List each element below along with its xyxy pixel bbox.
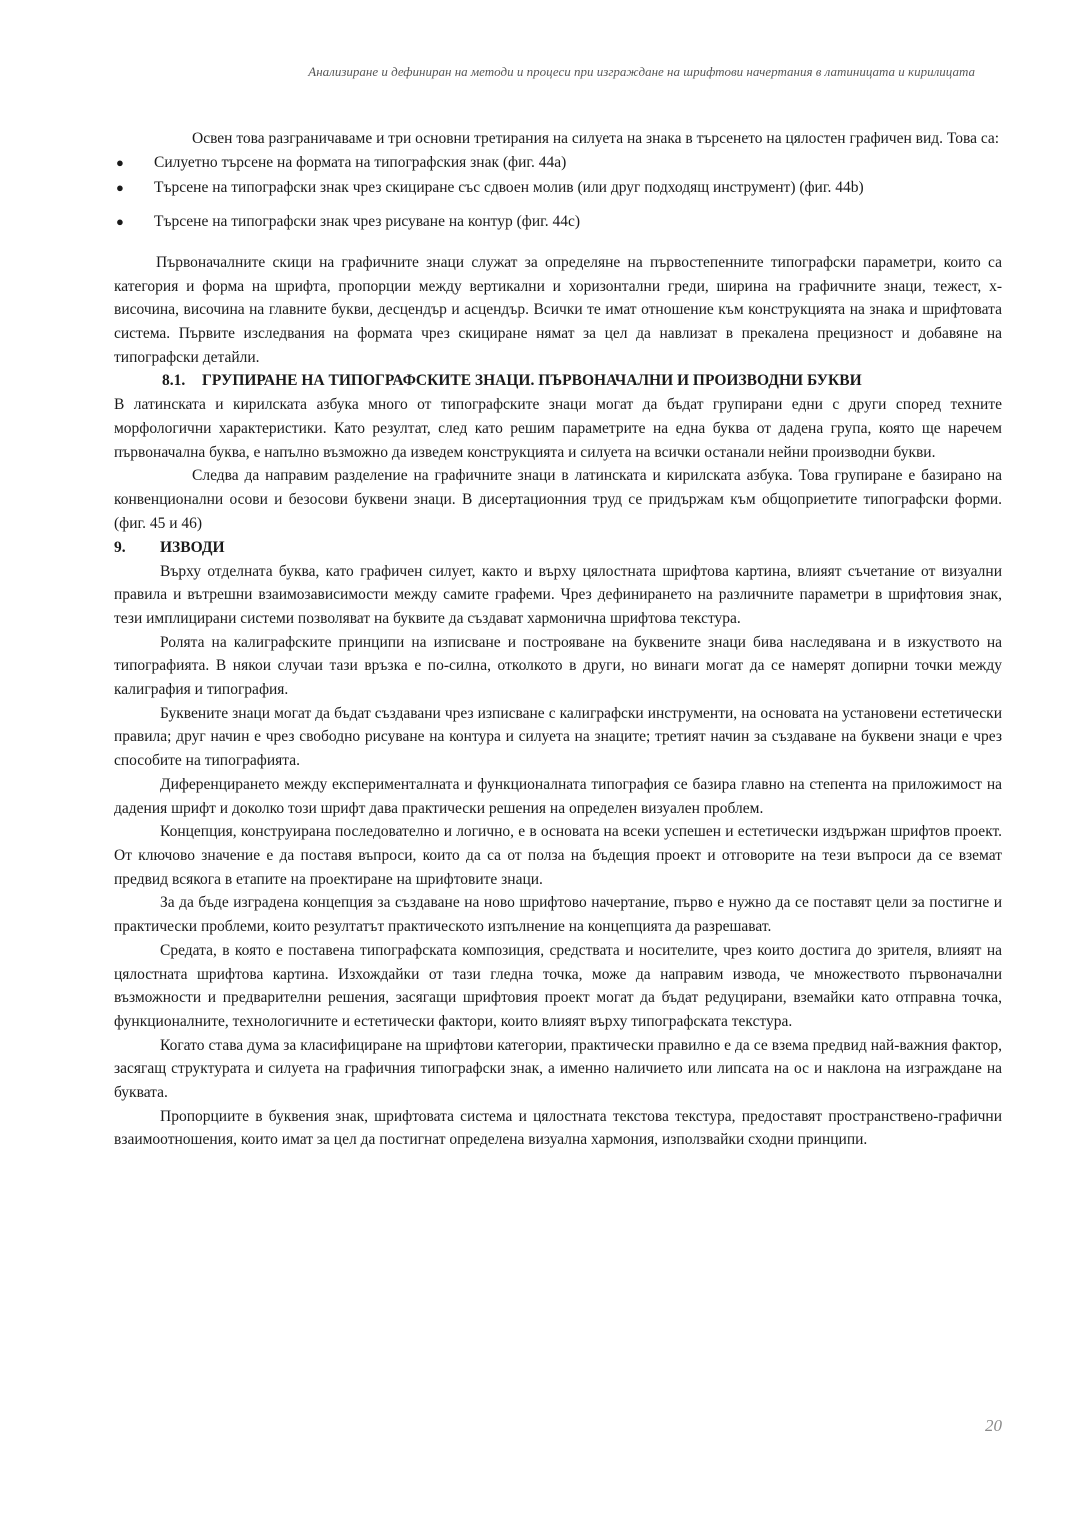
body-paragraph: Когато става дума за класифициране на шрифтови категории, практически правилно е да се взема предвид най-важния фактор, засягащ структурата и силуета на графичния типографски знак, а именно наличието или липсата на ос и наклона на изграждане на буквата. xyxy=(114,1036,1002,1102)
section-heading-9 xyxy=(114,536,1002,560)
bullet-text: Търсене на типографски знак чрез скициране със сдвоен молив (или друг подходящ инструмент) (фиг. 44b) xyxy=(154,179,864,197)
body-paragraph: Първоначалните скици на графичните знаци служат за определяне на първостепенните типографски параметри, които са категория и форма на шрифта, пропорции между вертикални и хоризонтални греди, ширина на графичните знаци, тежест, x-височина, височина на главните букви, десцендър и асцендър. Всички те имат отношение към конструкцията на знака и шрифтовата система. Първите изследвания на формата чрез скициране нямат за цел да навлизат в прекалена прецизност и добавяне на типографски детайли. xyxy=(114,253,1002,366)
bullet-text: Силуетно търсене на формата на типографския знак (фиг. 44a) xyxy=(154,153,567,171)
body-paragraph: Диференцирането между експерименталната и функционалната типография се базира главно на степента на приложимост на дадения шрифт и доколко този шрифт дава практически решения на определен визуален проблем. xyxy=(114,775,1002,817)
bullet-icon: ● xyxy=(116,154,124,170)
body-paragraph: Средата, в която е поставена типографската композиция, средствата и носителите, чрез които достига до зрителя, влияят на цялостната шрифтова картина. Изхождайки от тази гледна точка, може да направим извода, че множеството първоначални възможности и предварителни решения, засягащи шрифтовия проект могат да бъдат редуцирани, вземайки като отправна точка, функционалните, технологичните и естетически фактори, които влияят върху типографската текстура. xyxy=(114,941,1002,1030)
page-number: 20 xyxy=(985,1416,1002,1435)
body-paragraph: За да бъде изградена концепция за създаване на ново шрифтово начертание, първо е нужно да се поставят цели за постигне и практически проблеми, които резултатът практическото изпълнение на концепцията да разрешават. xyxy=(114,894,1002,936)
bullet-list xyxy=(114,151,1002,234)
body-paragraph: В латинската и кирилската азбука много от типографските знаци могат да бъдат групирани едни с други според техните морфологични характеристики. Като резултат, след като решим параметрите на една буква от дадена група, която ще наречем първоначална буква, е напълно възможно да изведем конструкцията и силуета на всички останали нейни производни букви. xyxy=(114,396,1002,461)
bullet-text: Търсене на типографски знак чрез рисуване на контур (фиг. 44c) xyxy=(154,213,581,231)
section-heading-8-1 xyxy=(114,369,1002,393)
section-number: 8.1. xyxy=(162,372,186,390)
body-paragraph: Пропорциите в буквения знак, шрифтовата система и цялостната текстова текстура, предоставят пространствено-графични взаимоотношения, които имат за цел да постигнат определена визуална хармония, използвайки сходни принципи. xyxy=(114,1107,1002,1149)
bullet-icon: ● xyxy=(116,180,124,196)
bullet-item xyxy=(114,176,1002,200)
bullet-icon: ● xyxy=(116,214,124,230)
bullet-item xyxy=(114,210,1002,234)
section-title: ГРУПИРАНЕ НА ТИПОГРАФСКИТЕ ЗНАЦИ. ПЪРВОНАЧАЛНИ И ПРОИЗВОДНИ БУКВИ xyxy=(202,372,862,390)
body-paragraph: Концепция, конструирана последователно и логично, е в основата на всеки успешен и естетически издържан шрифтов проект. От ключово значение е да поставя въпроси, които да са от полза на бъдещия проект и отговорите на тези въпроси да се вземат предвид всякога в етапите на проектиране на шрифтовите знаци. xyxy=(114,823,1002,888)
section-title: ИЗВОДИ xyxy=(160,538,225,556)
intro-paragraph: Освен това разграничаваме и три основни третирания на силуета на знака в търсенето на цялостен графичен вид. Това са: xyxy=(192,130,1000,147)
bullet-item xyxy=(114,151,1002,175)
body-paragraph: Буквените знаци могат да бъдат създавани чрез изписване с калиграфски инструменти, на основата на установени естетически правила; друг начин е чрез свободно рисуване на контура и силуета на знаците; третият начин за създаване на буквени знаци е чрез способите на типографията. xyxy=(114,704,1002,770)
running-header: Анализиране и дефиниран на методи и процеси при изграждане на шрифтови начертания в латиницата и кирилицата xyxy=(308,64,975,79)
body-paragraph: Ролята на калиграфските принципи на изписване и построяване на буквените знаци бива наследявана и в изкуството на типографията. В някои случаи тази връзка е по-силна, отколкото в други, но винаги могат да се намерят допирни точки между калиграфия и типография. xyxy=(114,633,1002,699)
body-paragraph: Върху отделната буква, като графичен силует, както и върху цялостната шрифтова картина, влияят съчетание от визуални правила и вътрешни взаимозависимости между самите графеми. Чрез дефинирането на различните параметри в шрифтовия знак, тези имплицирани системи позволяват на буквите да създават хармонична шрифтова текстура. xyxy=(114,562,1002,627)
body-paragraph: Следва да направим разделение на графичните знаци в латинската и кирилската азбука. Това групиране е базирано на конвенционални осови и безосови буквени знаци. В дисертационния труд се придържам към общоприетите типографски форми. (фиг. 45 и 46) xyxy=(114,467,1002,532)
section-number: 9. xyxy=(114,538,126,556)
page-content xyxy=(114,127,1002,1152)
